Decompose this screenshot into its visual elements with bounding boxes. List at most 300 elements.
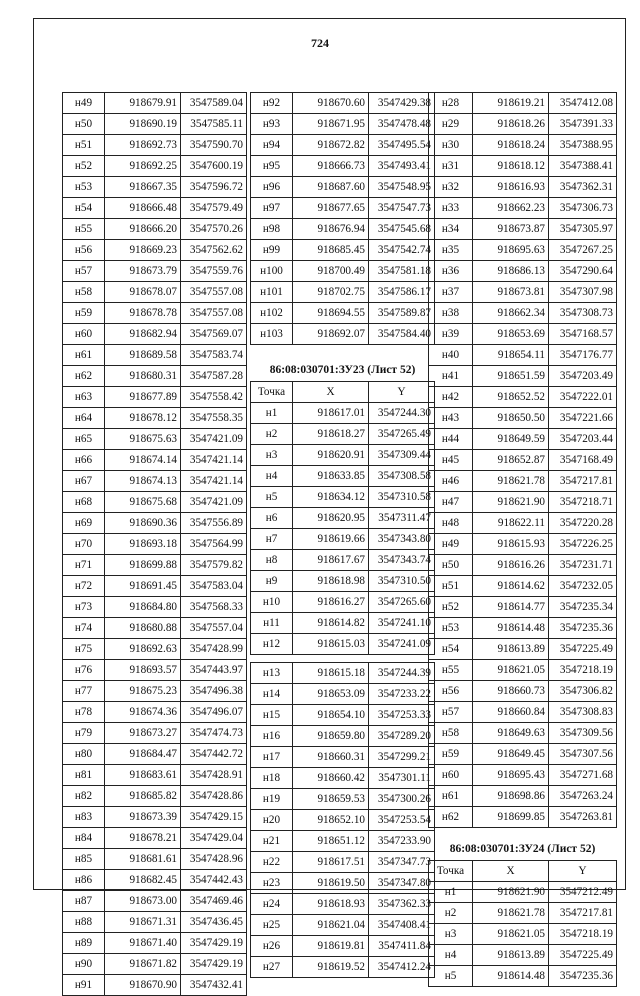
y-coordinate: 3547218.19 xyxy=(549,924,617,945)
x-coordinate: 918649.59 xyxy=(473,429,549,450)
x-coordinate: 918618.24 xyxy=(473,135,549,156)
table-row xyxy=(429,177,617,198)
table-row xyxy=(63,765,247,786)
x-coordinate: 918620.95 xyxy=(293,508,369,529)
y-coordinate: 3547421.14 xyxy=(181,471,247,492)
point-id: н95 xyxy=(251,156,293,177)
y-coordinate: 3547493.41 xyxy=(369,156,435,177)
x-coordinate: 918621.90 xyxy=(473,882,549,903)
point-id: н50 xyxy=(429,555,473,576)
x-coordinate: 918675.68 xyxy=(105,492,181,513)
point-id: н87 xyxy=(63,891,105,912)
point-id: н3 xyxy=(251,445,293,466)
coord-table-col3 xyxy=(428,92,617,828)
y-coordinate: 3547548.95 xyxy=(369,177,435,198)
table-row xyxy=(429,471,617,492)
y-coordinate: 3547218.71 xyxy=(549,492,617,513)
y-coordinate: 3547265.49 xyxy=(369,424,435,445)
header-x: X xyxy=(473,861,549,882)
y-coordinate: 3547558.35 xyxy=(181,408,247,429)
x-coordinate: 918675.63 xyxy=(105,429,181,450)
point-id: н60 xyxy=(429,765,473,786)
point-id: н67 xyxy=(63,471,105,492)
y-coordinate: 3547231.71 xyxy=(549,555,617,576)
table-row xyxy=(63,387,247,408)
y-coordinate: 3547222.01 xyxy=(549,387,617,408)
y-coordinate: 3547545.68 xyxy=(369,219,435,240)
point-id: н22 xyxy=(251,852,293,873)
y-coordinate: 3547429.19 xyxy=(181,933,247,954)
table-row xyxy=(251,852,435,873)
section-title-zu24: 86:08:030701:ЗУ24 (Лист 52) xyxy=(449,843,596,855)
x-coordinate: 918614.77 xyxy=(473,597,549,618)
x-coordinate: 918699.88 xyxy=(105,555,181,576)
x-coordinate: 918684.80 xyxy=(105,597,181,618)
point-id: н57 xyxy=(63,261,105,282)
table-row xyxy=(63,513,247,534)
y-coordinate: 3547362.31 xyxy=(549,177,617,198)
point-id: н91 xyxy=(63,975,105,996)
point-id: н43 xyxy=(429,408,473,429)
table-row xyxy=(63,156,247,177)
table-row xyxy=(251,466,435,487)
table-row xyxy=(63,492,247,513)
point-id: н28 xyxy=(429,93,473,114)
y-coordinate: 3547241.10 xyxy=(369,613,435,634)
x-coordinate: 918682.45 xyxy=(105,870,181,891)
point-id: н14 xyxy=(251,684,293,705)
point-id: н85 xyxy=(63,849,105,870)
y-coordinate: 3547408.41 xyxy=(369,915,435,936)
page-number: 724 xyxy=(311,36,329,50)
x-coordinate: 918677.89 xyxy=(105,387,181,408)
point-id: н97 xyxy=(251,198,293,219)
x-coordinate: 918621.78 xyxy=(473,903,549,924)
y-coordinate: 3547579.82 xyxy=(181,555,247,576)
table-row xyxy=(251,592,435,613)
x-coordinate: 918618.26 xyxy=(473,114,549,135)
table-row xyxy=(63,912,247,933)
x-coordinate: 918651.59 xyxy=(473,366,549,387)
x-coordinate: 918682.94 xyxy=(105,324,181,345)
table-row xyxy=(429,282,617,303)
point-id: н90 xyxy=(63,954,105,975)
table-row xyxy=(63,828,247,849)
point-id: н55 xyxy=(63,219,105,240)
x-coordinate: 918620.91 xyxy=(293,445,369,466)
point-id: н81 xyxy=(63,765,105,786)
y-coordinate: 3547556.89 xyxy=(181,513,247,534)
y-coordinate: 3547412.08 xyxy=(549,93,617,114)
x-coordinate: 918671.95 xyxy=(293,114,369,135)
point-id: н16 xyxy=(251,726,293,747)
table-row xyxy=(63,471,247,492)
point-id: н80 xyxy=(63,744,105,765)
y-coordinate: 3547585.11 xyxy=(181,114,247,135)
y-coordinate: 3547299.21 xyxy=(369,747,435,768)
point-id: н102 xyxy=(251,303,293,324)
point-id: н17 xyxy=(251,747,293,768)
table-row xyxy=(429,744,617,765)
y-coordinate: 3547290.64 xyxy=(549,261,617,282)
table-row xyxy=(429,786,617,807)
table-row xyxy=(63,177,247,198)
point-id: н103 xyxy=(251,324,293,345)
x-coordinate: 918683.61 xyxy=(105,765,181,786)
table-row xyxy=(251,613,435,634)
table-row xyxy=(429,324,617,345)
y-coordinate: 3547310.50 xyxy=(369,571,435,592)
table-row xyxy=(429,219,617,240)
x-coordinate: 918615.03 xyxy=(293,634,369,655)
y-coordinate: 3547589.87 xyxy=(369,303,435,324)
point-id: н45 xyxy=(429,450,473,471)
y-coordinate: 3547300.26 xyxy=(369,789,435,810)
y-coordinate: 3547557.08 xyxy=(181,282,247,303)
table-row xyxy=(251,198,435,219)
x-coordinate: 918619.21 xyxy=(473,93,549,114)
point-id: н6 xyxy=(251,508,293,529)
x-coordinate: 918621.05 xyxy=(473,924,549,945)
y-coordinate: 3547558.42 xyxy=(181,387,247,408)
x-coordinate: 918618.98 xyxy=(293,571,369,592)
y-coordinate: 3547474.73 xyxy=(181,723,247,744)
point-id: н41 xyxy=(429,366,473,387)
column-2 xyxy=(250,92,435,978)
point-id: н76 xyxy=(63,660,105,681)
y-coordinate: 3547421.09 xyxy=(181,429,247,450)
table-row xyxy=(63,135,247,156)
x-coordinate: 918651.12 xyxy=(293,831,369,852)
y-coordinate: 3547267.25 xyxy=(549,240,617,261)
table-row xyxy=(251,663,435,684)
y-coordinate: 3547564.99 xyxy=(181,534,247,555)
table-row xyxy=(63,849,247,870)
point-id: н62 xyxy=(63,366,105,387)
y-coordinate: 3547343.80 xyxy=(369,529,435,550)
point-id: н36 xyxy=(429,261,473,282)
point-id: н56 xyxy=(63,240,105,261)
table-row xyxy=(429,555,617,576)
x-coordinate: 918690.36 xyxy=(105,513,181,534)
point-id: н60 xyxy=(63,324,105,345)
point-id: н32 xyxy=(429,177,473,198)
x-coordinate: 918666.73 xyxy=(293,156,369,177)
x-coordinate: 918660.31 xyxy=(293,747,369,768)
y-coordinate: 3547442.43 xyxy=(181,870,247,891)
y-coordinate: 3547586.17 xyxy=(369,282,435,303)
table-row xyxy=(251,726,435,747)
point-id: н34 xyxy=(429,219,473,240)
point-id: н11 xyxy=(251,613,293,634)
point-id: н62 xyxy=(429,807,473,828)
point-id: н50 xyxy=(63,114,105,135)
point-id: н82 xyxy=(63,786,105,807)
table-row xyxy=(63,219,247,240)
table-row xyxy=(63,954,247,975)
x-coordinate: 918616.93 xyxy=(473,177,549,198)
table-row xyxy=(251,403,435,424)
x-coordinate: 918653.09 xyxy=(293,684,369,705)
point-id: н69 xyxy=(63,513,105,534)
point-id: н2 xyxy=(251,424,293,445)
x-coordinate: 918619.81 xyxy=(293,936,369,957)
x-coordinate: 918685.45 xyxy=(293,240,369,261)
x-coordinate: 918617.51 xyxy=(293,852,369,873)
x-coordinate: 918692.07 xyxy=(293,324,369,345)
point-id: н51 xyxy=(429,576,473,597)
point-id: н7 xyxy=(251,529,293,550)
table-row xyxy=(251,550,435,571)
y-coordinate: 3547241.09 xyxy=(369,634,435,655)
table-row xyxy=(63,870,247,891)
y-coordinate: 3547559.76 xyxy=(181,261,247,282)
x-coordinate: 918673.00 xyxy=(105,891,181,912)
y-coordinate: 3547289.20 xyxy=(369,726,435,747)
x-coordinate: 918671.82 xyxy=(105,954,181,975)
coord-table-col1 xyxy=(62,92,247,996)
table-row xyxy=(63,93,247,114)
x-coordinate: 918678.21 xyxy=(105,828,181,849)
table-row xyxy=(63,618,247,639)
x-coordinate: 918650.50 xyxy=(473,408,549,429)
x-coordinate: 918672.82 xyxy=(293,135,369,156)
point-id: н74 xyxy=(63,618,105,639)
table-row xyxy=(251,261,435,282)
x-coordinate: 918660.42 xyxy=(293,768,369,789)
y-coordinate: 3547496.38 xyxy=(181,681,247,702)
y-coordinate: 3547343.74 xyxy=(369,550,435,571)
point-id: н65 xyxy=(63,429,105,450)
point-id: н56 xyxy=(429,681,473,702)
table-row xyxy=(251,957,435,978)
y-coordinate: 3547309.44 xyxy=(369,445,435,466)
y-coordinate: 3547600.19 xyxy=(181,156,247,177)
table-row xyxy=(429,261,617,282)
table-row xyxy=(63,408,247,429)
x-coordinate: 918615.18 xyxy=(293,663,369,684)
point-id: н46 xyxy=(429,471,473,492)
x-coordinate: 918652.10 xyxy=(293,810,369,831)
y-coordinate: 3547217.81 xyxy=(549,471,617,492)
table-row xyxy=(63,345,247,366)
x-coordinate: 918633.85 xyxy=(293,466,369,487)
x-coordinate: 918687.60 xyxy=(293,177,369,198)
table-row xyxy=(63,639,247,660)
y-coordinate: 3547583.04 xyxy=(181,576,247,597)
y-coordinate: 3547495.54 xyxy=(369,135,435,156)
y-coordinate: 3547428.96 xyxy=(181,849,247,870)
point-id: н92 xyxy=(251,93,293,114)
y-coordinate: 3547253.33 xyxy=(369,705,435,726)
x-coordinate: 918654.11 xyxy=(473,345,549,366)
y-coordinate: 3547581.18 xyxy=(369,261,435,282)
x-coordinate: 918695.63 xyxy=(473,240,549,261)
y-coordinate: 3547579.49 xyxy=(181,198,247,219)
table-row xyxy=(63,597,247,618)
x-coordinate: 918660.73 xyxy=(473,681,549,702)
y-coordinate: 3547203.44 xyxy=(549,429,617,450)
y-coordinate: 3547469.46 xyxy=(181,891,247,912)
x-coordinate: 918634.12 xyxy=(293,487,369,508)
table-row xyxy=(429,702,617,723)
coord-table-zu23 xyxy=(250,381,435,655)
table-row xyxy=(429,156,617,177)
table-row xyxy=(251,424,435,445)
coord-table-col2-top xyxy=(250,92,435,345)
point-id: н27 xyxy=(251,957,293,978)
header-y: Y xyxy=(549,861,617,882)
table-row xyxy=(251,529,435,550)
y-coordinate: 3547221.66 xyxy=(549,408,617,429)
y-coordinate: 3547391.33 xyxy=(549,114,617,135)
x-coordinate: 918667.35 xyxy=(105,177,181,198)
table-row xyxy=(251,810,435,831)
y-coordinate: 3547569.07 xyxy=(181,324,247,345)
point-id: н61 xyxy=(429,786,473,807)
y-coordinate: 3547583.74 xyxy=(181,345,247,366)
x-coordinate: 918618.27 xyxy=(293,424,369,445)
header-y: Y xyxy=(369,382,435,403)
x-coordinate: 918686.13 xyxy=(473,261,549,282)
table-row xyxy=(63,807,247,828)
point-id: н23 xyxy=(251,873,293,894)
table-row xyxy=(251,324,435,345)
point-id: н35 xyxy=(429,240,473,261)
point-id: н77 xyxy=(63,681,105,702)
table-row xyxy=(429,945,617,966)
point-id: н15 xyxy=(251,705,293,726)
point-id: н48 xyxy=(429,513,473,534)
table-row xyxy=(429,366,617,387)
x-coordinate: 918617.67 xyxy=(293,550,369,571)
point-id: н1 xyxy=(251,403,293,424)
x-coordinate: 918616.27 xyxy=(293,592,369,613)
y-coordinate: 3547589.04 xyxy=(181,93,247,114)
x-coordinate: 918694.55 xyxy=(293,303,369,324)
point-id: н47 xyxy=(429,492,473,513)
y-coordinate: 3547233.90 xyxy=(369,831,435,852)
table-row xyxy=(429,576,617,597)
x-coordinate: 918674.36 xyxy=(105,702,181,723)
x-coordinate: 918670.90 xyxy=(105,975,181,996)
y-coordinate: 3547253.54 xyxy=(369,810,435,831)
table-row xyxy=(63,261,247,282)
table-row xyxy=(429,618,617,639)
table-row xyxy=(251,789,435,810)
x-coordinate: 918690.19 xyxy=(105,114,181,135)
point-id: н89 xyxy=(63,933,105,954)
y-coordinate: 3547429.04 xyxy=(181,828,247,849)
table-header-row xyxy=(429,861,617,882)
table-row xyxy=(63,723,247,744)
table-row xyxy=(429,240,617,261)
point-id: н59 xyxy=(63,303,105,324)
y-coordinate: 3547310.58 xyxy=(369,487,435,508)
x-coordinate: 918613.89 xyxy=(473,639,549,660)
table-row xyxy=(251,894,435,915)
table-row xyxy=(251,177,435,198)
point-id: н29 xyxy=(429,114,473,135)
y-coordinate: 3547263.24 xyxy=(549,786,617,807)
table-row xyxy=(63,366,247,387)
point-id: н26 xyxy=(251,936,293,957)
x-coordinate: 918652.52 xyxy=(473,387,549,408)
y-coordinate: 3547421.09 xyxy=(181,492,247,513)
y-coordinate: 3547235.36 xyxy=(549,966,617,987)
x-coordinate: 918693.57 xyxy=(105,660,181,681)
x-coordinate: 918669.23 xyxy=(105,240,181,261)
x-coordinate: 918621.05 xyxy=(473,660,549,681)
table-row xyxy=(63,324,247,345)
point-id: н19 xyxy=(251,789,293,810)
x-coordinate: 918621.78 xyxy=(473,471,549,492)
table-row xyxy=(63,114,247,135)
table-row xyxy=(429,303,617,324)
point-id: н38 xyxy=(429,303,473,324)
x-coordinate: 918671.31 xyxy=(105,912,181,933)
y-coordinate: 3547225.49 xyxy=(549,945,617,966)
table-row xyxy=(251,156,435,177)
table-row xyxy=(251,487,435,508)
table-row xyxy=(251,634,435,655)
x-coordinate: 918615.93 xyxy=(473,534,549,555)
y-coordinate: 3547388.41 xyxy=(549,156,617,177)
y-coordinate: 3547301.11 xyxy=(369,768,435,789)
point-id: н9 xyxy=(251,571,293,592)
point-id: н101 xyxy=(251,282,293,303)
table-row xyxy=(63,744,247,765)
x-coordinate: 918673.79 xyxy=(105,261,181,282)
table-row xyxy=(429,93,617,114)
point-id: н78 xyxy=(63,702,105,723)
x-coordinate: 918673.39 xyxy=(105,807,181,828)
x-coordinate: 918618.12 xyxy=(473,156,549,177)
x-coordinate: 918680.31 xyxy=(105,366,181,387)
column-1 xyxy=(62,92,247,996)
x-coordinate: 918619.50 xyxy=(293,873,369,894)
y-coordinate: 3547308.58 xyxy=(369,466,435,487)
x-coordinate: 918699.85 xyxy=(473,807,549,828)
table-row xyxy=(251,282,435,303)
y-coordinate: 3547596.72 xyxy=(181,177,247,198)
coord-table-zu24 xyxy=(428,860,617,987)
y-coordinate: 3547218.19 xyxy=(549,660,617,681)
table-row xyxy=(63,933,247,954)
point-id: н18 xyxy=(251,768,293,789)
y-coordinate: 3547244.39 xyxy=(369,663,435,684)
point-id: н98 xyxy=(251,219,293,240)
point-id: н58 xyxy=(63,282,105,303)
point-id: н54 xyxy=(63,198,105,219)
y-coordinate: 3547220.28 xyxy=(549,513,617,534)
table-row xyxy=(251,135,435,156)
point-id: н5 xyxy=(251,487,293,508)
x-coordinate: 918671.40 xyxy=(105,933,181,954)
point-id: н88 xyxy=(63,912,105,933)
y-coordinate: 3547306.82 xyxy=(549,681,617,702)
y-coordinate: 3547232.05 xyxy=(549,576,617,597)
y-coordinate: 3547212.49 xyxy=(549,882,617,903)
table-row xyxy=(429,408,617,429)
table-row xyxy=(251,114,435,135)
point-id: н75 xyxy=(63,639,105,660)
x-coordinate: 918679.91 xyxy=(105,93,181,114)
y-coordinate: 3547557.08 xyxy=(181,303,247,324)
y-coordinate: 3547590.70 xyxy=(181,135,247,156)
table-row xyxy=(429,807,617,828)
header-x: X xyxy=(293,382,369,403)
